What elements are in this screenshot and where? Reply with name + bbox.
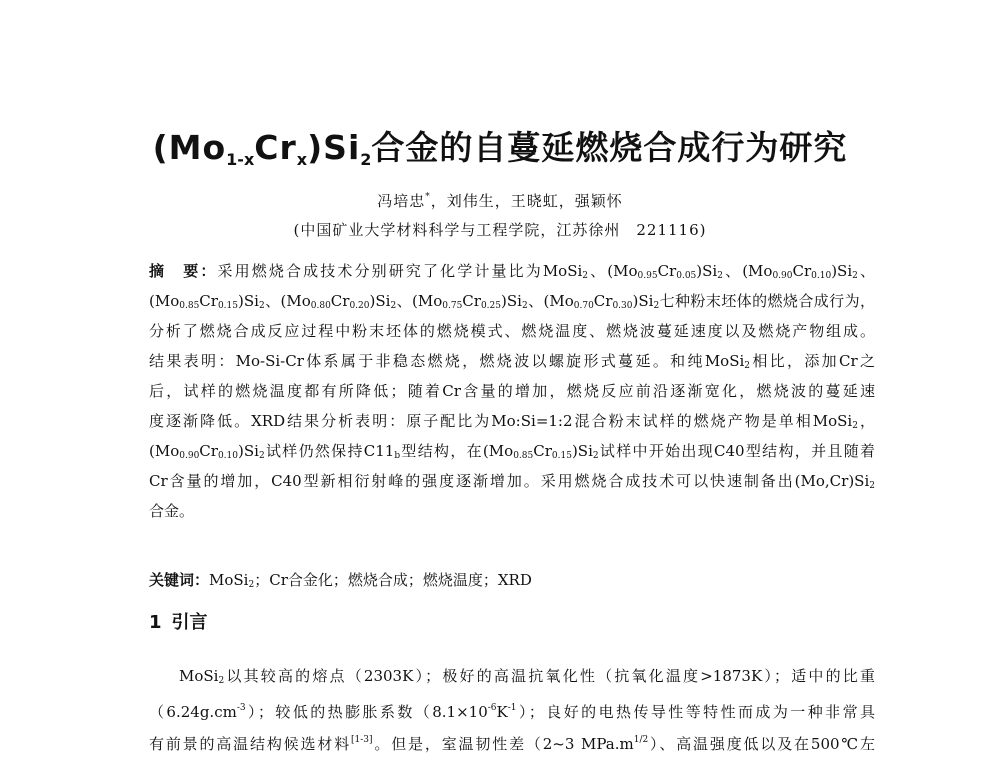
abstract-line: $(Mo_{0.85}Cr_{0.15})Si_2$、$(Mo_{0.80}Cr_{0.20})Si_2$、$(Mo_{0.75}Cr_{0.25})Si_2$、$(Mo_{0.70}Cr_{0.30})Si_2$七种粉末坯体的燃烧合成行为，	[149, 292, 875, 311]
section-heading	[149, 610, 208, 636]
section-title: 引言	[171, 612, 208, 633]
section-number: 1	[149, 612, 162, 633]
abstract-line: 摘 要：采用燃烧合成技术分别研究了化学计量比为MoSi$_2$、$(Mo_{0.95}Cr_{0.05})Si_2$、$(Mo_{0.90}Cr_{0.10})Si_2$、	[149, 262, 875, 281]
abstract-line: $(Mo_{0.90}Cr_{0.10})Si_2$试样仍然保持$C11_b$型结构，在$(Mo_{0.85}Cr_{0.15})Si_2$试样中开始出现C40型结构，并且随着	[149, 442, 875, 461]
abstract-line: 结果表明：Mo-Si-Cr体系属于非稳态燃烧，燃烧波以螺旋形式蔓延。和纯MoSi$_2$相比，添加Cr之	[149, 352, 875, 371]
keywords: 关键词：MoSi$_2$；Cr合金化；燃烧合成；燃烧温度；XRD	[149, 571, 532, 590]
keywords-label: 关键词：	[149, 571, 210, 589]
abstract-line: Cr含量的增加，C40型新相衍射峰的强度逐渐增加。采用燃烧合成技术可以快速制备出$(Mo,Cr)Si_2$	[149, 472, 875, 491]
paper-title: $(Mo_{1-x}Cr_x)Si_2$合金的自蔓延燃烧合成行为研究	[152, 128, 848, 169]
intro-body	[149, 660, 875, 756]
affiliation: (中国矿业大学材料科学与工程学院，江苏徐州 221116)	[293, 221, 707, 239]
body-line: 有前景的高温结构候选材料[1-3]。但是，室温韧性差（2~3 $MPa.m^{1/2}$）、高温强度低以及在500℃左	[149, 735, 875, 753]
abstract	[149, 256, 875, 526]
abstract-line: 度逐渐降低。XRD结果分析表明：原子配比为Mo:Si=1:2混合粉末试样的燃烧产物是单相MoSi$_2$，	[149, 412, 875, 431]
abstract-line: 分析了燃烧合成反应过程中粉末坯体的燃烧模式、燃烧温度、燃烧波蔓延速度以及燃烧产物组成。	[149, 322, 875, 340]
abstract-label: 摘 要：	[149, 262, 218, 280]
abstract-line: 合金。	[149, 502, 195, 520]
author-list: 冯培忠*，刘伟生，王晓虹，强颖怀	[377, 192, 623, 210]
abstract-line: 后，试样的燃烧温度都有所降低；随着Cr含量的增加，燃烧反应前沿逐渐宽化，燃烧波的蔓延速	[149, 382, 875, 400]
body-line: MoSi$_2$以其较高的熔点（2303K）；极好的高温抗氧化性（抗氧化温度>1873K）；适中的比重	[179, 667, 875, 686]
body-line: $(6.24g.cm^{-3})$；较低的热膨胀系数$(8.1\times 10^{-6}K^{-1})$；良好的电热传导性等特性而成为一种非常具	[149, 703, 875, 721]
